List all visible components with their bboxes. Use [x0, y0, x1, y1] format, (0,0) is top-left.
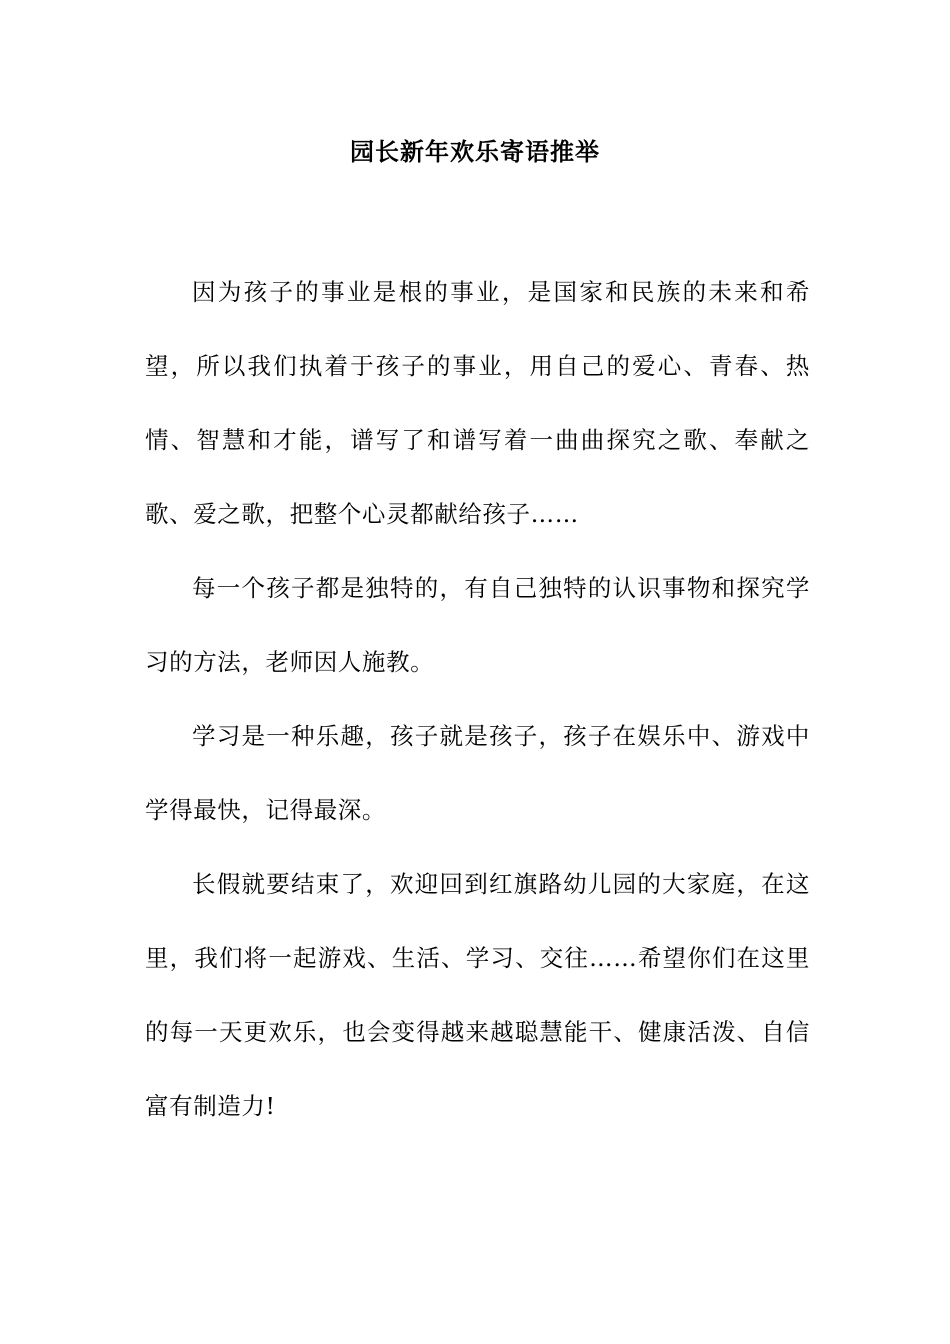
- paragraph-2: 每一个孩子都是独特的，有自己独特的认识事物和探究学习的方法，老师因人施教。: [145, 574, 810, 676]
- document-title: 园长新年欢乐寄语推举: [350, 137, 600, 166]
- paragraph-1: 因为孩子的事业是根的事业，是国家和民族的未来和希望，所以我们执着于孩子的事业，用自己的爱心、青春、热情、智慧和才能，谱写了和谱写着一曲曲探究之歌、奉献之歌、爱之歌，把整个心灵都献给孩子……: [145, 278, 810, 528]
- paragraph-4: 长假就要结束了，欢迎回到红旗路幼儿园的大家庭，在这里，我们将一起游戏、生活、学习、交往……希望你们在这里的每一天更欢乐，也会变得越来越聪慧能干、健康活泼、自信富有制造力!: [145, 870, 810, 1120]
- document-body: [145, 255, 810, 1143]
- paragraph-3: 学习是一种乐趣，孩子就是孩子，孩子在娱乐中、游戏中学得最快，记得最深。: [145, 722, 810, 824]
